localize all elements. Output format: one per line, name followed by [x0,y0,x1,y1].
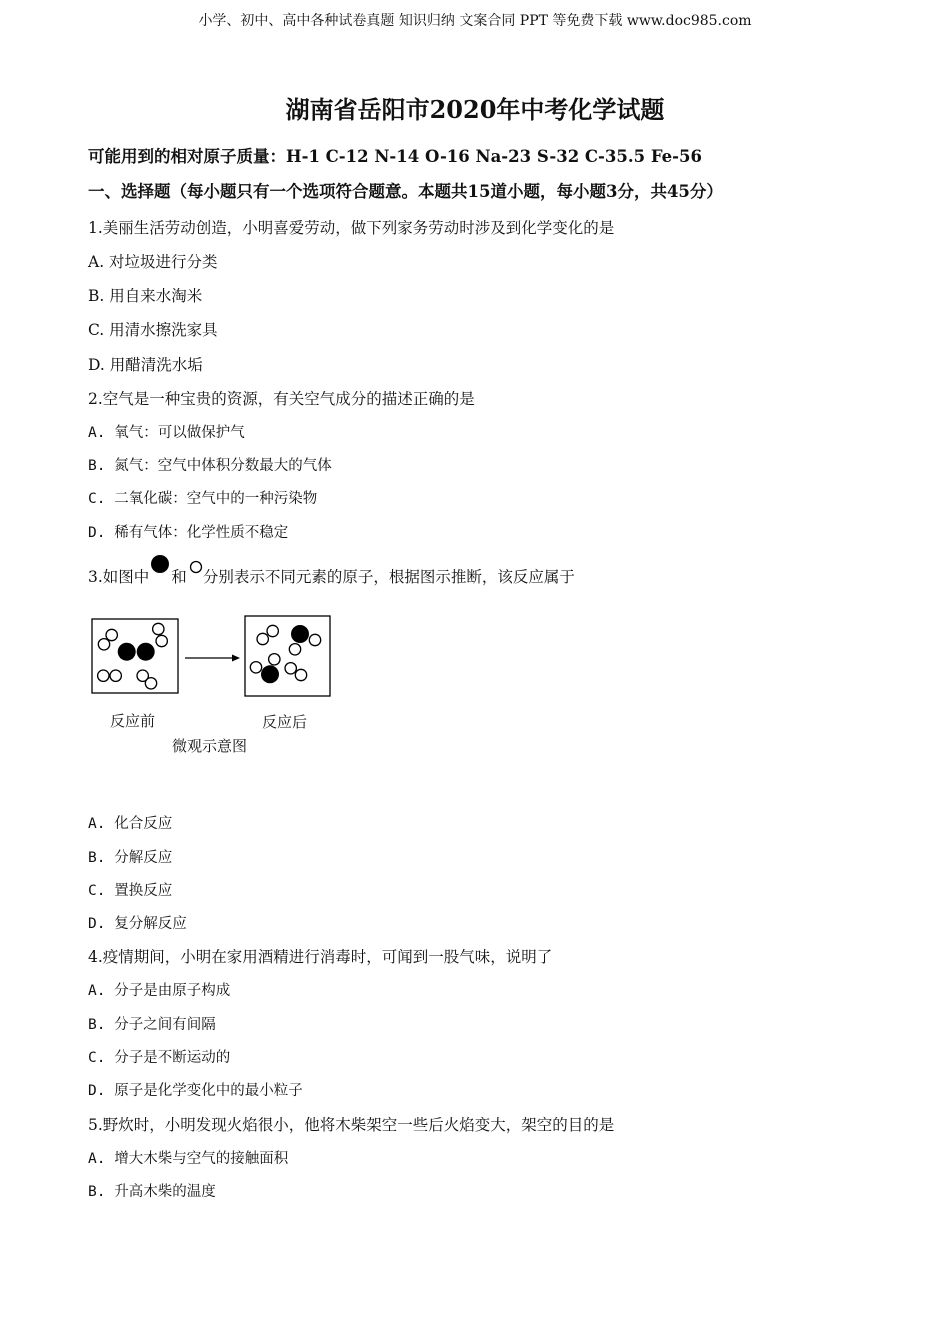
stem-part: 3.如图中 [88,568,150,586]
exam-title: 湖南省岳阳市2020年中考化学试题 [285,95,665,124]
stem-part: 分别表示不同元素的原子，根据图示推断，该反应属于 [202,568,575,586]
question-1-option: D. 用醋清洗水垢 [88,356,203,374]
question-5-stem: 5.野炊时，小明发现火焰很小，他将木柴架空一些后火焰变大，架空的目的是 [88,1116,615,1134]
after-box [245,616,330,696]
question-1-option: C. 用清水擦洗家具 [88,321,218,339]
black-atom-legend [151,555,169,573]
question-3-option: B. 分解反应 [88,850,173,866]
diagram-caption: 微观示意图 [172,737,248,755]
section-heading: 一、选择题（每小题只有一个选项符合题意。本题共15道小题，每小题3分，共45分） [88,182,723,201]
question-2-option: A. 氧气：可以做保护气 [88,425,245,441]
question-4-option: C. 分子是不断运动的 [88,1050,231,1066]
question-4-option: A. 分子是由原子构成 [88,983,231,999]
atomic-masses: 可能用到的相对原子质量：H-1 C-12 N-14 O-16 Na-23 S-32 C-35.5 Fe-56 [88,147,702,166]
question-2-option: C. 二氧化碳：空气中的一种污染物 [88,491,318,507]
label-before: 反应前 [110,712,156,730]
page-header: 小学、初中、高中各种试卷真题 知识归纳 文案合同 PPT 等免费下载 www.doc985.com [198,13,752,29]
question-1-option: A. 对垃圾进行分类 [88,253,218,271]
question-2-option: B. 氮气：空气中体积分数最大的气体 [88,458,332,474]
question-5-option: B. 升高木柴的温度 [88,1184,216,1200]
question-3-option: A. 化合反应 [88,816,173,832]
question-1-option: B. 用自来水淘米 [88,287,203,305]
before-box [92,619,178,693]
question-1-stem: 1.美丽生活劳动创造，小明喜爱劳动，做下列家务劳动时涉及到化学变化的是 [88,219,615,237]
question-4-stem: 4.疫情期间，小明在家用酒精进行消毒时，可闻到一股气味，说明了 [88,948,553,966]
question-4-option: D. 原子是化学变化中的最小粒子 [88,1083,303,1099]
stem-part: 和 [171,568,187,586]
question-3-option: D. 复分解反应 [88,916,187,932]
question-2-stem: 2.空气是一种宝贵的资源，有关空气成分的描述正确的是 [88,390,475,408]
question-3-option: C. 置换反应 [88,883,173,899]
question-4-option: B. 分子之间有间隔 [88,1017,216,1033]
label-after: 反应后 [262,713,308,731]
question-2-option: D. 稀有气体：化学性质不稳定 [88,525,289,541]
question-5-option: A. 增大木柴与空气的接触面积 [88,1151,289,1167]
white-atom-legend [191,562,202,573]
